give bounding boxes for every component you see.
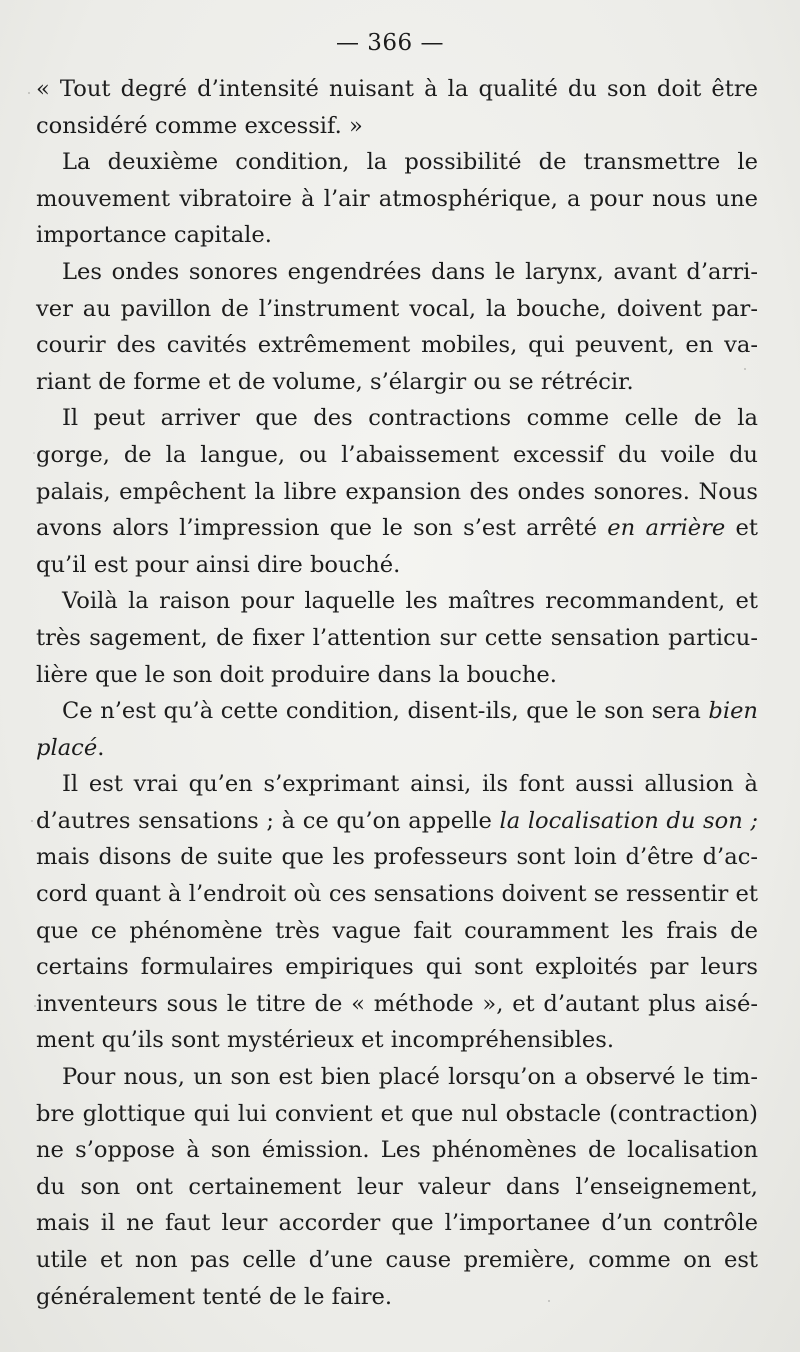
text-run: Voilà la raison pour laquelle les maîtres recommandent, et très sagement, de fixer l’attention sur cette sensation particulière que le son doit produire dans la bouche. <box>36 588 758 688</box>
italic-phrase: en arrière <box>607 515 726 542</box>
page-number: — 366 — <box>335 30 445 56</box>
paper-speck <box>744 368 746 370</box>
paper-speck <box>34 1005 36 1007</box>
italic-phrase: bien placé <box>36 698 758 761</box>
paragraph <box>36 583 758 693</box>
paragraph-quote-continuation <box>36 71 758 144</box>
italic-phrase: la localisation du son ; <box>499 807 758 834</box>
text-run: La deuxième condition, la possibilité de transmettre le mouvement vibratoire à l’air atmosphérique, a pour nous une importance capitale. <box>36 149 758 249</box>
paper-speck <box>28 92 30 94</box>
text-run: mais disons de suite que les professeurs sont loin d’être d’accord quant à l’endroit où ces sensations doivent se ressentir et que ce phénomène très vague fait couramment les frais de certains formulaires empiriques qui sont exploités par leurs inventeurs sous le titre de « méthode », et d’autant plus aisément qu’ils sont mystérieux et incompréhensibles. <box>36 844 758 1054</box>
paragraph <box>36 254 758 400</box>
text-run: Il est vrai qu’en s’exprimant ainsi, ils font aussi allusion à d’autres sensations ; à ce qu’on appelle <box>36 771 758 834</box>
paper-speck <box>31 820 33 822</box>
text-run: . <box>97 734 105 761</box>
body-text <box>36 71 758 1315</box>
text-run: et qu’il est pour ainsi dire bouché. <box>36 515 758 578</box>
text-run: Les ondes sonores engendrées dans le larynx, avant d’arriver au pavillon de l’instrument vocal, la bouche, doivent parcourir des cavités extrêmement mobiles, qui peuvent, en variant de forme et de volume, s’élargir ou se rétrécir. <box>36 258 758 395</box>
paragraph <box>36 144 758 254</box>
text-run: Il peut arriver que des contractions comme celle de la gorge, de la langue, ou l’abaissement excessif du voile du palais, empêchent la libre expansion des ondes sonores. Nous avons alors l’impression que le son s’est arrêté <box>36 405 758 542</box>
paragraph <box>36 693 758 766</box>
paper-speck <box>33 452 35 454</box>
paper-speck <box>548 1300 550 1302</box>
text-run: Pour nous, un son est bien placé lorsqu’on a observé le timbre glottique qui lui convient et que nul obstacle (contraction) ne s’oppose à son émission. Les phénomènes de localisation du son ont certainement leur valeur dans l’enseignement, mais il ne faut leur accorder que l’importanee d’un contrôle utile et non pas celle d’une cause première, comme on est généralement tenté de le faire. <box>36 1064 758 1310</box>
paragraph <box>36 400 758 583</box>
paragraph <box>36 766 758 1059</box>
text-run: Ce n’est qu’à cette condition, disent-ils, que le son sera <box>62 698 709 725</box>
text-run: « Tout degré d’intensité nuisant à la qualité du son doit être considéré comme excessif. » <box>36 76 758 139</box>
paragraph <box>36 1059 758 1315</box>
